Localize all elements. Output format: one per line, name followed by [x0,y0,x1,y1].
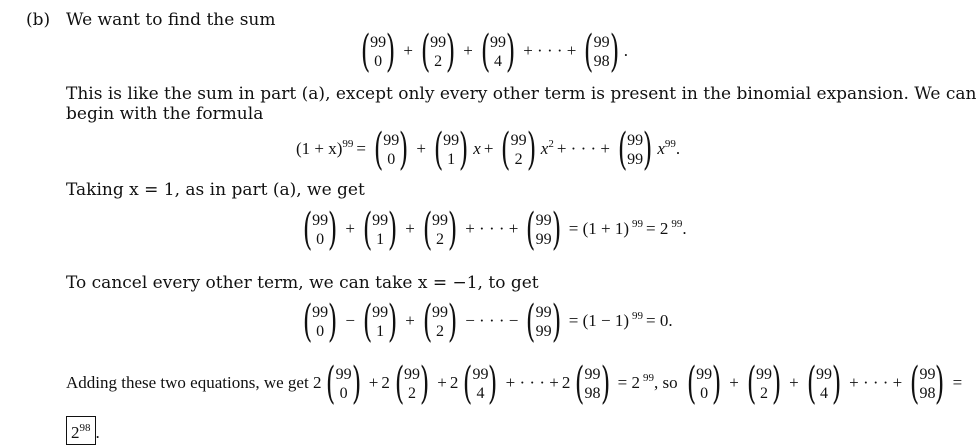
binom-99-0: ( 99 0 ) [360,26,396,77]
part-label: (b) [26,10,51,30]
final-answer: $2^{98}$ . [66,416,100,445]
binom-99-2: ( 99 2 ) [420,26,456,77]
binomial-formula: $(1 + x)^{99}$ = ( 99 0 ) + ( 99 1 ) x + ( 99 2 ) $x^2$ + · · · + ( 99 99 ) $x^{99}$. [296,124,681,175]
equation-x-minus-1: ( 99 0 ) − ( 99 1 ) + ( 99 2 ) − · · · − ( 99 99 ) = (1 − 1) $^{99}$ = 0. [302,296,673,347]
paragraph-line-2: begin with the formula [66,104,264,124]
equation-x-1: ( 99 0 ) + ( 99 1 ) + ( 99 2 ) + · · · + ( 99 99 ) = (1 + 1) $^{99}$ = 2 $^{99}$. [302,204,687,255]
binom-99-4: ( 99 4 ) [480,26,516,77]
taking-text: Taking x = 1, as in part (a), we get [66,180,365,200]
target-sum: ( 99 0 ) + ( 99 2 ) + ( 99 4 ) + · · · + ( 99 98 ) . [356,30,628,74]
paragraph-line-1: This is like the sum in part (a), except only every other term is present in the binomial expansion. We can [66,84,976,104]
intro-text: We want to find the sum [66,10,276,30]
answer-box: $2^{98}$ [66,416,96,445]
cancel-text: To cancel every other term, we can take x = −1, to get [66,273,539,293]
adding-text: Adding these two equations, we get [66,372,309,392]
adding-equation: Adding these two equations, we get 2 ( 99 0 ) + 2 ( 99 2 ) + 2 ( 99 4 ) + · · · + 2 ( 99 98 ) = 2 $^{99}$, so ( 99 0 ) + ( 99 2 ) + ( 99 4 ) + · · · + ( 99 98 ) = [66,358,963,409]
binom-99-98: ( 99 98 ) [584,26,619,77]
